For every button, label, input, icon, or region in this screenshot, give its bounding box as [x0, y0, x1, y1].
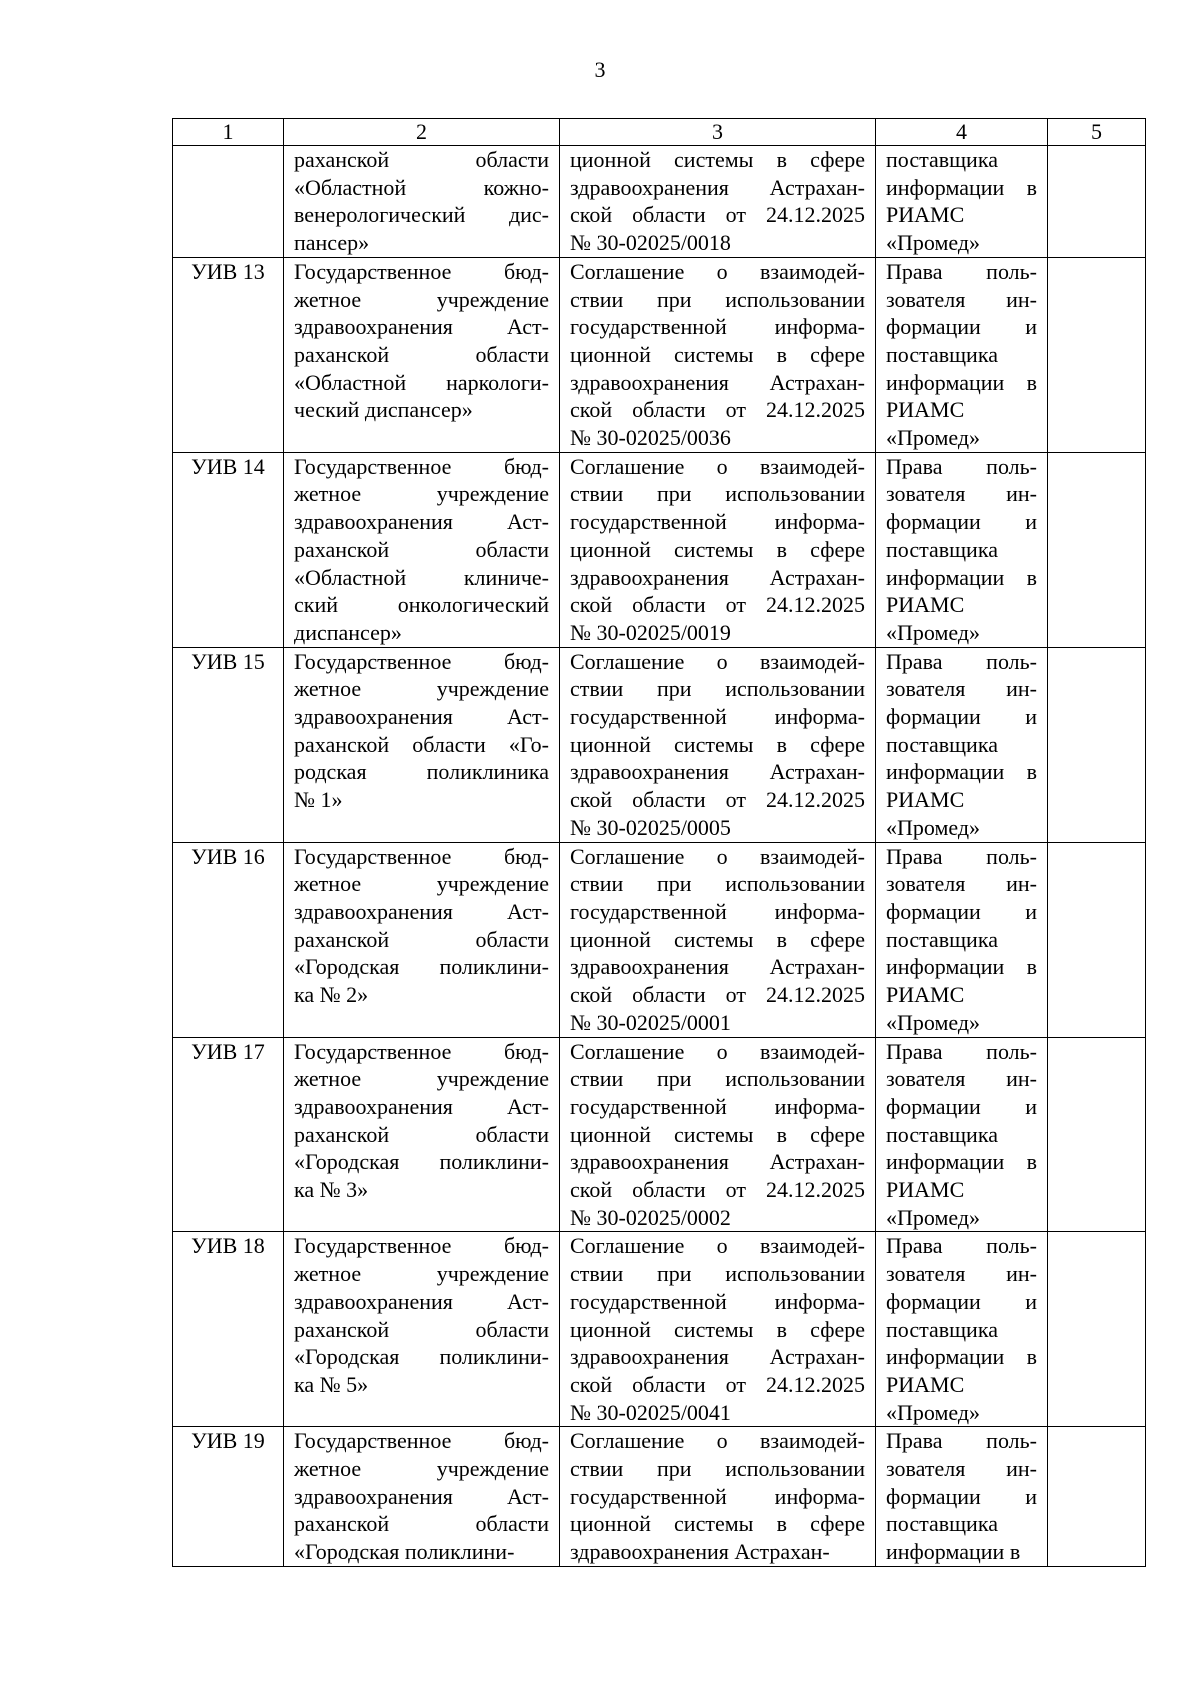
cell-text-line: ской области от 24.12.2025 — [570, 202, 865, 228]
cell-text-line: государственной информа- — [570, 1483, 865, 1509]
cell-text-line: формации и — [886, 509, 1037, 535]
cell-text-line: раханской области — [294, 536, 549, 562]
cell-text-line: «Промед» — [886, 1204, 981, 1230]
cell-text-line: здравоохранения Аст- — [294, 898, 549, 924]
table-header — [173, 119, 1146, 146]
cell-text-line: здравоохранения Астрахан- — [570, 369, 865, 395]
cell-text-line: ционной системы в сфере — [570, 536, 865, 562]
cell-text-line: «Городская поликлини- — [294, 1539, 515, 1565]
table-row — [173, 146, 1146, 258]
table-row — [173, 1427, 1146, 1567]
cell-text-line: здравоохранения Астрахан- — [570, 1344, 865, 1370]
organization-cell — [284, 452, 560, 647]
cell-text-line: ской области от 24.12.2025 — [570, 397, 865, 423]
header-col-2: 2 — [284, 119, 560, 146]
cell-text-line: здравоохранения Аст- — [294, 1483, 549, 1509]
cell-text-line: ционной системы в сфере — [570, 731, 865, 757]
cell-text-line: государственной информа- — [570, 898, 865, 924]
notes-cell — [1048, 647, 1146, 842]
cell-text-line: государственной информа- — [570, 704, 865, 730]
notes-cell — [1048, 1037, 1146, 1232]
cell-text-line: № 30-02025/0018 — [570, 230, 731, 256]
cell-text-line: раханской области — [294, 1316, 549, 1342]
cell-text-line: здравоохранения Аст- — [294, 1093, 549, 1119]
cell-text-line: ствии при использовании — [570, 286, 865, 312]
cell-text-line: зователя ин- — [886, 481, 1037, 507]
row-code-cell — [173, 146, 284, 258]
cell-text-line: Государственное бюд- — [294, 843, 549, 869]
cell-text-line: здравоохранения Астрахан- — [570, 1149, 865, 1175]
cell-text-line: жетное учреждение — [294, 1456, 549, 1482]
rights-cell — [876, 452, 1048, 647]
agreement-cell — [560, 1427, 876, 1567]
header-col-3: 3 — [560, 119, 876, 146]
cell-text-line: здравоохранения Аст- — [294, 314, 549, 340]
cell-text-line: РИАМС — [886, 1371, 965, 1397]
cell-text-line: «Областной кожно- — [294, 174, 549, 200]
cell-text-line: поставщика — [886, 926, 998, 952]
cell-text-line: № 30-02025/0036 — [570, 425, 731, 451]
agreement-cell — [560, 1037, 876, 1232]
rights-cell — [876, 1232, 1048, 1427]
cell-text-line: № 30-02025/0041 — [570, 1399, 731, 1425]
row-code-cell: УИВ 14 — [173, 452, 284, 647]
cell-text-line: формации и — [886, 314, 1037, 340]
notes-cell — [1048, 146, 1146, 258]
cell-text-line: жетное учреждение — [294, 1261, 549, 1287]
row-code-cell: УИВ 18 — [173, 1232, 284, 1427]
cell-text-line: диспансер» — [294, 619, 402, 645]
row-code-cell: УИВ 19 — [173, 1427, 284, 1567]
notes-cell — [1048, 842, 1146, 1037]
cell-text-line: поставщика — [886, 536, 998, 562]
cell-text-line: Государственное бюд- — [294, 258, 549, 284]
table-row — [173, 452, 1146, 647]
cell-text-line: информации в — [886, 1344, 1037, 1370]
agreement-cell — [560, 257, 876, 452]
cell-text-line: информации в — [886, 564, 1037, 590]
row-code-cell: УИВ 13 — [173, 257, 284, 452]
agreement-cell — [560, 146, 876, 258]
cell-text-line: государственной информа- — [570, 1288, 865, 1314]
cell-text-line: здравоохранения Аст- — [294, 1288, 549, 1314]
cell-text-line: Государственное бюд- — [294, 1428, 549, 1454]
organization-cell — [284, 647, 560, 842]
cell-text-line: РИАМС — [886, 397, 965, 423]
cell-text-line: ской области от 24.12.2025 — [570, 1371, 865, 1397]
cell-text-line: ционной системы в сфере — [570, 147, 865, 172]
cell-text-line: Права поль- — [886, 258, 1037, 284]
cell-text-line: Права поль- — [886, 1428, 1037, 1454]
cell-text-line: зователя ин- — [886, 1456, 1037, 1482]
cell-text-line: жетное учреждение — [294, 481, 549, 507]
notes-cell — [1048, 452, 1146, 647]
cell-text-line: РИАМС — [886, 202, 965, 228]
cell-text-line: Права поль- — [886, 843, 1037, 869]
cell-text-line: ствии при использовании — [570, 1066, 865, 1092]
table-row — [173, 1037, 1146, 1232]
cell-text-line: Соглашение о взаимодей- — [570, 1233, 865, 1259]
cell-text-line: поставщика — [886, 1121, 998, 1147]
cell-text-line: РИАМС — [886, 592, 965, 618]
agreement-cell — [560, 842, 876, 1037]
table-row — [173, 842, 1146, 1037]
cell-text-line: Государственное бюд- — [294, 1038, 549, 1064]
cell-text-line: «Промед» — [886, 1399, 981, 1425]
cell-text-line: ской области от 24.12.2025 — [570, 787, 865, 813]
agreement-cell — [560, 1232, 876, 1427]
cell-text-line: «Городская поликлини- — [294, 954, 549, 980]
cell-text-line: Соглашение о взаимодей- — [570, 453, 865, 479]
cell-text-line: РИАМС — [886, 982, 965, 1008]
cell-text-line: информации в — [886, 954, 1037, 980]
cell-text-line: «Промед» — [886, 1009, 981, 1035]
cell-text-line: поставщика — [886, 1511, 998, 1537]
cell-text-line: ствии при использовании — [570, 481, 865, 507]
cell-text-line: здравоохранения Астрахан- — [570, 174, 865, 200]
header-col-4: 4 — [876, 119, 1048, 146]
header-col-1: 1 — [173, 119, 284, 146]
cell-text-line: жетное учреждение — [294, 286, 549, 312]
agreement-cell — [560, 452, 876, 647]
cell-text-line: Соглашение о взаимодей- — [570, 1428, 865, 1454]
cell-text-line: государственной информа- — [570, 509, 865, 535]
organization-cell — [284, 146, 560, 258]
cell-text-line: «Промед» — [886, 425, 981, 451]
cell-text-line: ционной системы в сфере — [570, 1121, 865, 1147]
cell-text-line: зователя ин- — [886, 871, 1037, 897]
cell-text-line: ствии при использовании — [570, 1261, 865, 1287]
rights-cell — [876, 842, 1048, 1037]
cell-text-line: № 1» — [294, 787, 343, 813]
cell-text-line: Государственное бюд- — [294, 1233, 549, 1259]
cell-text-line: формации и — [886, 704, 1037, 730]
cell-text-line: зователя ин- — [886, 1261, 1037, 1287]
cell-text-line: № 30-02025/0001 — [570, 1009, 731, 1035]
cell-text-line: жетное учреждение — [294, 1066, 549, 1092]
cell-text-line: формации и — [886, 1093, 1037, 1119]
cell-text-line: Соглашение о взаимодей- — [570, 258, 865, 284]
cell-text-line: жетное учреждение — [294, 676, 549, 702]
organization-cell — [284, 1037, 560, 1232]
notes-cell — [1048, 257, 1146, 452]
table-row — [173, 647, 1146, 842]
notes-cell — [1048, 1232, 1146, 1427]
organization-cell — [284, 257, 560, 452]
cell-text-line: Права поль- — [886, 1038, 1037, 1064]
cell-text-line: раханской области — [294, 1121, 549, 1147]
cell-text-line: информации в — [886, 759, 1037, 785]
cell-text-line: здравоохранения Астрахан- — [570, 759, 865, 785]
cell-text-line: зователя ин- — [886, 676, 1037, 702]
cell-text-line: государственной информа- — [570, 1093, 865, 1119]
cell-text-line: родская поликлиника — [294, 759, 549, 785]
header-col-5: 5 — [1048, 119, 1146, 146]
row-code-cell: УИВ 15 — [173, 647, 284, 842]
organization-cell — [284, 842, 560, 1037]
organization-cell — [284, 1232, 560, 1427]
cell-text-line: зователя ин- — [886, 286, 1037, 312]
cell-text-line: ционной системы в сфере — [570, 1316, 865, 1342]
cell-text-line: Государственное бюд- — [294, 648, 549, 674]
rights-cell — [876, 257, 1048, 452]
cell-text-line: № 30-02025/0019 — [570, 619, 731, 645]
table-row — [173, 257, 1146, 452]
row-code-cell: УИВ 17 — [173, 1037, 284, 1232]
cell-text-line: «Областной клиниче- — [294, 564, 549, 590]
cell-text-line: «Городская поликлини- — [294, 1149, 549, 1175]
cell-text-line: здравоохранения Астрахан- — [570, 1539, 830, 1565]
cell-text-line: ческий диспансер» — [294, 397, 473, 423]
table-body — [173, 146, 1146, 1567]
cell-text-line: здравоохранения Аст- — [294, 704, 549, 730]
cell-text-line: ствии при использовании — [570, 871, 865, 897]
rights-cell — [876, 647, 1048, 842]
rights-cell — [876, 1037, 1048, 1232]
cell-text-line: зователя ин- — [886, 1066, 1037, 1092]
cell-text-line: здравоохранения Астрахан- — [570, 564, 865, 590]
cell-text-line: «Городская поликлини- — [294, 1344, 549, 1370]
cell-text-line: раханской области — [294, 341, 549, 367]
cell-text-line: Права поль- — [886, 648, 1037, 674]
cell-text-line: Соглашение о взаимодей- — [570, 843, 865, 869]
cell-text-line: РИАМС — [886, 1177, 965, 1203]
page-number: 3 — [594, 57, 606, 82]
cell-text-line: № 30-02025/0002 — [570, 1204, 731, 1230]
cell-text-line: РИАМС — [886, 787, 965, 813]
cell-text-line: формации и — [886, 1483, 1037, 1509]
cell-text-line: ка № 3» — [294, 1177, 369, 1203]
header-row — [173, 119, 1146, 146]
cell-text-line: здравоохранения Аст- — [294, 509, 549, 535]
cell-text-line: ка № 2» — [294, 982, 369, 1008]
cell-text-line: информации в — [886, 174, 1037, 200]
cell-text-line: Государственное бюд- — [294, 453, 549, 479]
row-code-cell: УИВ 16 — [173, 842, 284, 1037]
cell-text-line: раханской области — [294, 1511, 549, 1537]
cell-text-line: ский онкологический — [294, 592, 549, 618]
registry-table — [172, 118, 1146, 1567]
cell-text-line: информации в — [886, 1539, 1021, 1565]
cell-text-line: ской области от 24.12.2025 — [570, 592, 865, 618]
cell-text-line: поставщика — [886, 1316, 998, 1342]
cell-text-line: формации и — [886, 1288, 1037, 1314]
cell-text-line: ционной системы в сфере — [570, 341, 865, 367]
cell-text-line: ской области от 24.12.2025 — [570, 1177, 865, 1203]
cell-text-line: пансер» — [294, 230, 370, 256]
cell-text-line: раханской области — [294, 926, 549, 952]
cell-text-line: Соглашение о взаимодей- — [570, 648, 865, 674]
cell-text-line: информации в — [886, 369, 1037, 395]
cell-text-line: «Промед» — [886, 619, 981, 645]
cell-text-line: раханской области — [294, 147, 549, 172]
cell-text-line: здравоохранения Астрахан- — [570, 954, 865, 980]
cell-text-line: «Областной наркологи- — [294, 369, 549, 395]
cell-text-line: поставщика — [886, 341, 998, 367]
cell-text-line: Соглашение о взаимодей- — [570, 1038, 865, 1064]
cell-text-line: государственной информа- — [570, 314, 865, 340]
agreement-cell — [560, 647, 876, 842]
cell-text-line: ционной системы в сфере — [570, 926, 865, 952]
rights-cell — [876, 146, 1048, 258]
table-row — [173, 1232, 1146, 1427]
cell-text-line: поставщика — [886, 731, 998, 757]
notes-cell — [1048, 1427, 1146, 1567]
cell-text-line: Права поль- — [886, 1233, 1037, 1259]
cell-text-line: «Промед» — [886, 814, 981, 840]
cell-text-line: № 30-02025/0005 — [570, 814, 731, 840]
cell-text-line: ционной системы в сфере — [570, 1511, 865, 1537]
cell-text-line: раханской области «Го- — [294, 731, 549, 757]
cell-text-line: формации и — [886, 898, 1037, 924]
cell-text-line: жетное учреждение — [294, 871, 549, 897]
cell-text-line: ствии при использовании — [570, 1456, 865, 1482]
cell-text-line: ка № 5» — [294, 1371, 369, 1397]
rights-cell — [876, 1427, 1048, 1567]
organization-cell — [284, 1427, 560, 1567]
cell-text-line: «Промед» — [886, 230, 981, 256]
cell-text-line: венерологический дис- — [294, 202, 549, 228]
cell-text-line: Права поль- — [886, 453, 1037, 479]
cell-text-line: ствии при использовании — [570, 676, 865, 702]
cell-text-line: ской области от 24.12.2025 — [570, 982, 865, 1008]
cell-text-line: поставщика — [886, 147, 998, 172]
cell-text-line: информации в — [886, 1149, 1037, 1175]
